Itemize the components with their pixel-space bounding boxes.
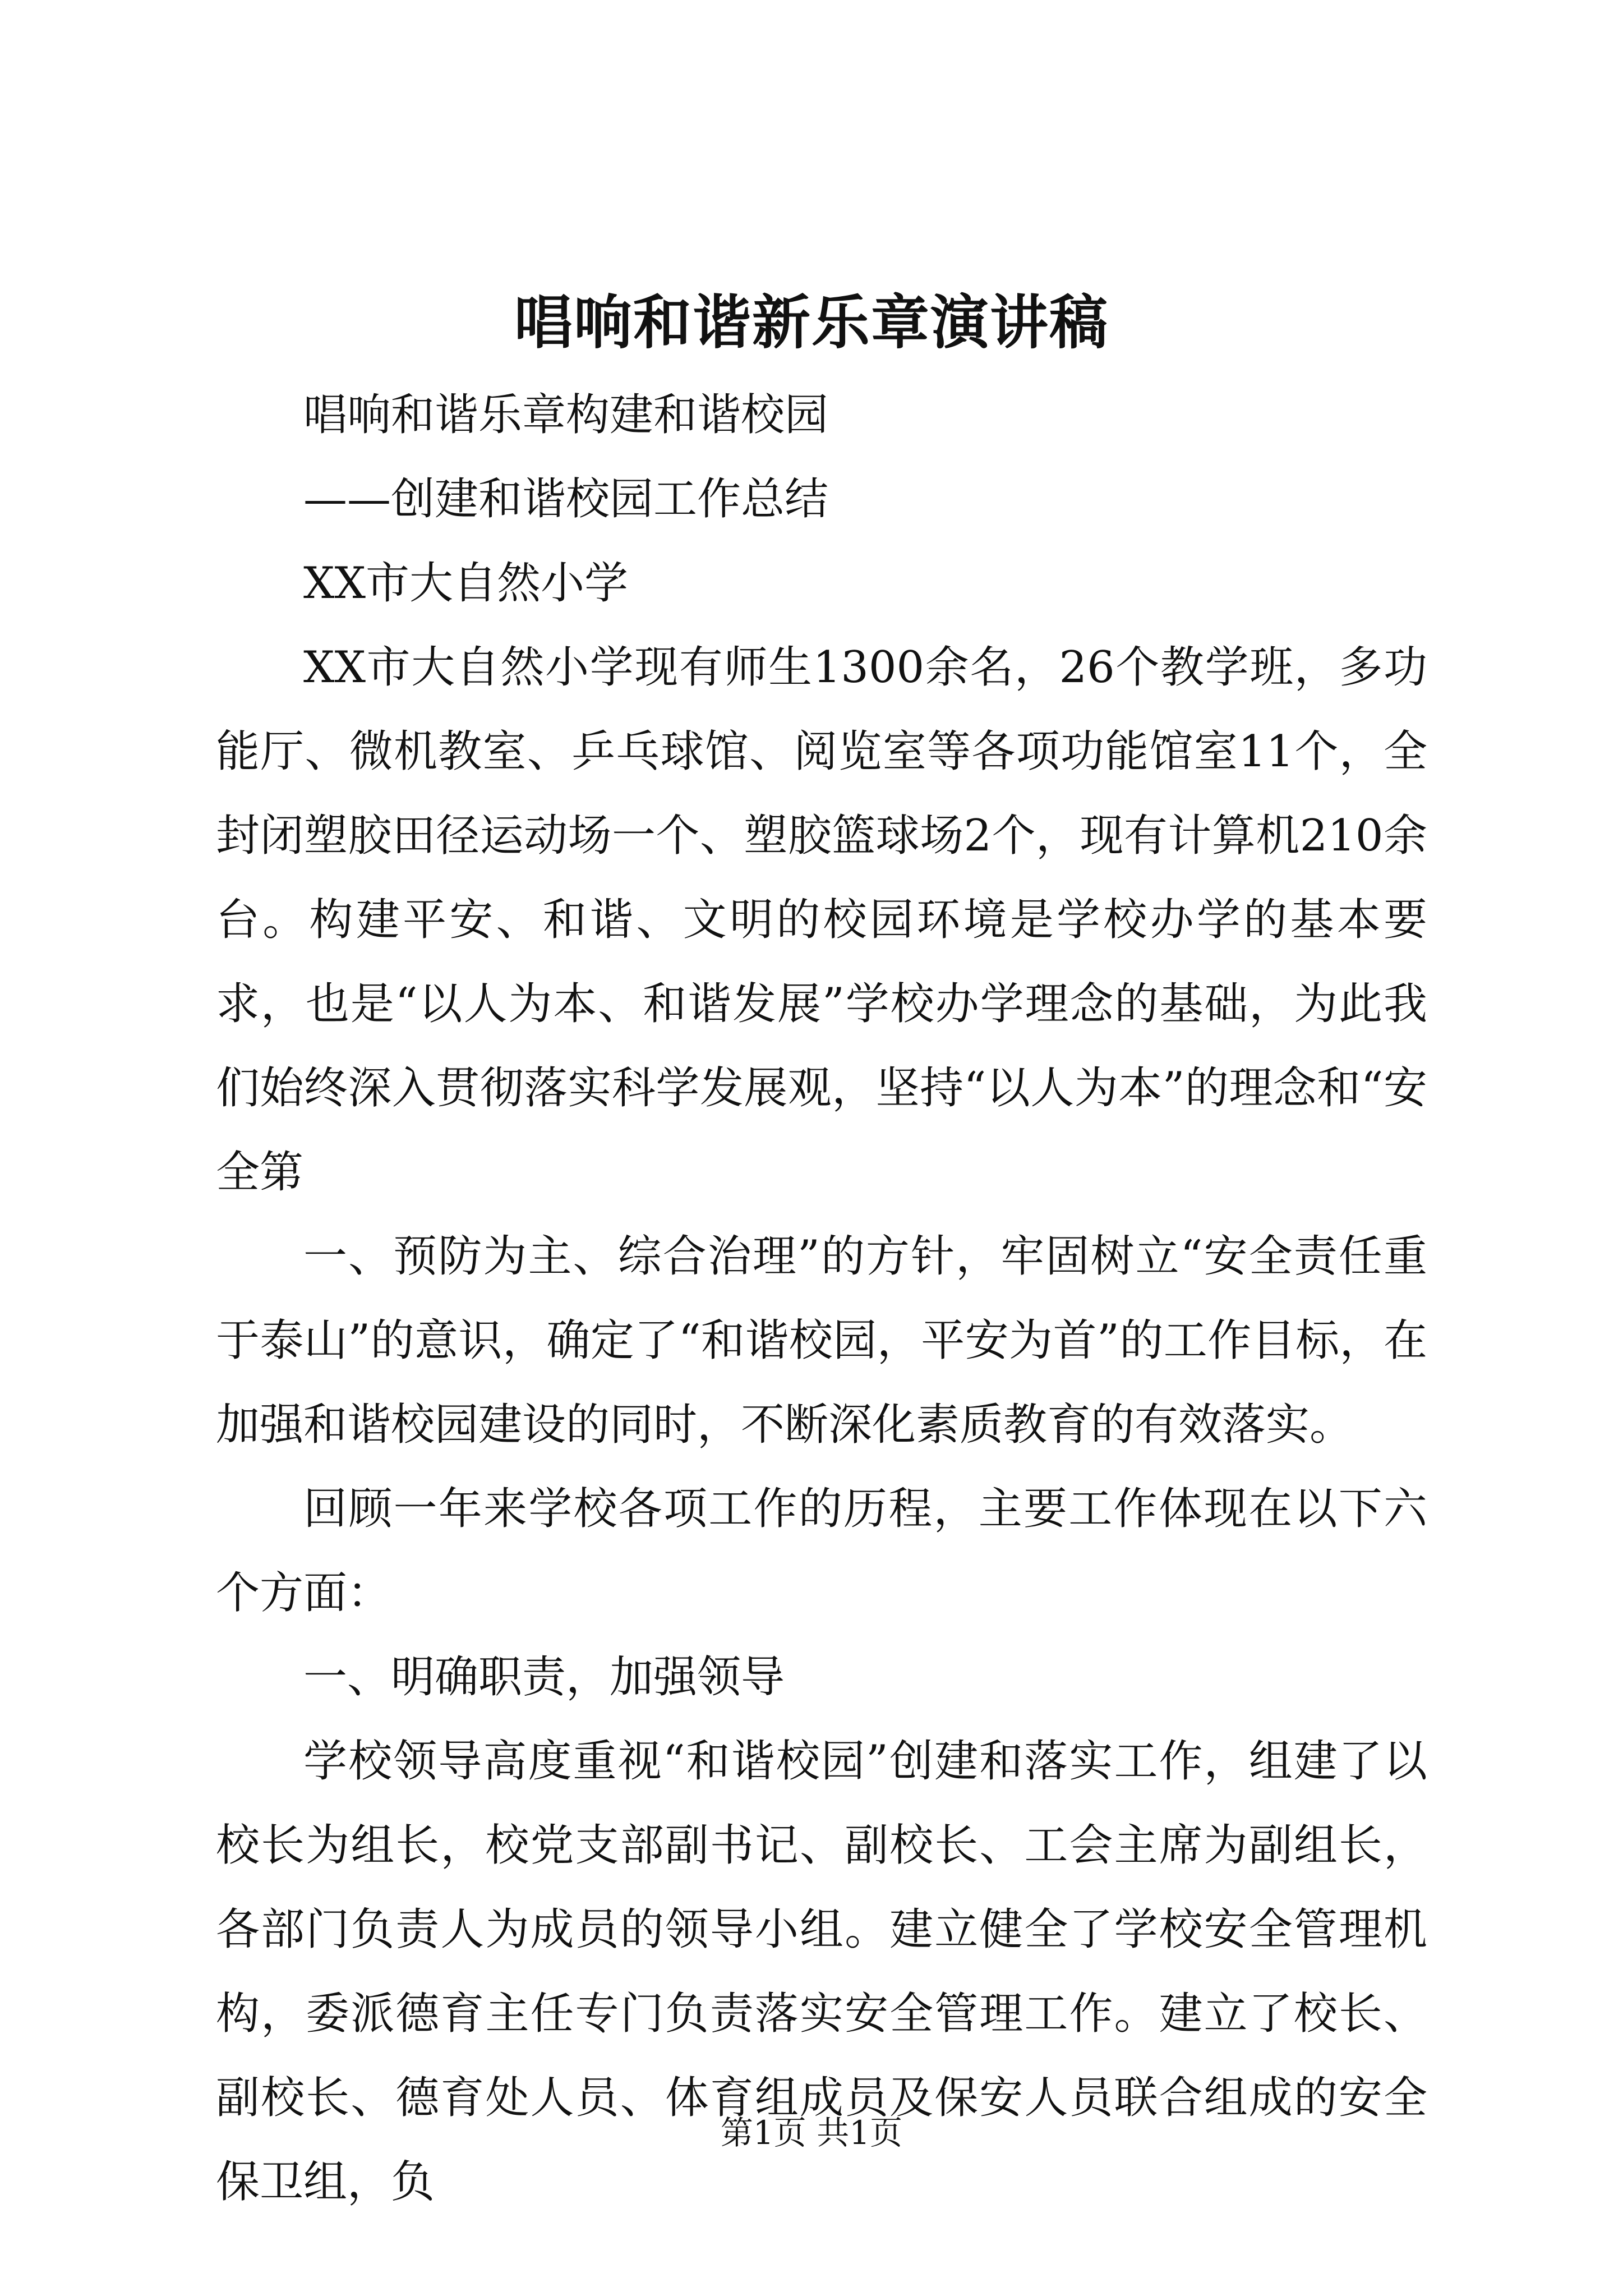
body-paragraph: 一、预防为主、综合治理”的方针，牢固树立“安全责任重于泰山”的意识，确定了“和谐校园，平安为首”的工作目标，在加强和谐校园建设的同时，不断深化素质教育的有效落实。 — [216, 1231, 1427, 1450]
author-paragraph: XX市大自然小学 — [303, 558, 629, 609]
page-footer: 第1页 共1页 — [720, 2114, 903, 2152]
section-heading: 一、明确职责，加强领导 — [303, 1652, 785, 1703]
subtitle-paragraph: 唱响和谐乐章构建和谐校园 — [303, 390, 829, 440]
body-paragraph: 回顾一年来学校各项工作的历程，主要工作体现在以下六个方面： — [216, 1484, 1427, 1618]
body-paragraph: 学校领导高度重视“和谐校园”创建和落实工作，组建了以校长为组长，校党支部副书记、副校长、工会主席为副组长，各部门负责人为成员的领导小组。建立健全了学校安全管理机构，委派德育主任专门负责落实安全管理工作。建立了校长、副校长、德育处人员、体育组成员及保安人员联合组成的安全保卫组，负 — [216, 1736, 1427, 2207]
subheading-paragraph: ——创建和谐校园工作总结 — [303, 474, 829, 524]
document-body — [216, 373, 1427, 2224]
document-title: 唱响和谐新乐章演讲稿 — [514, 288, 1109, 357]
body-paragraph: XX市大自然小学现有师生1300余名，26个教学班，多功能厅、微机教室、乒乓球馆、阅览室等各项功能馆室11个，全封闭塑胶田径运动场一个、塑胶篮球场2个，现有计算机210余台。构建平安、和谐、文明的校园环境是学校办学的基本要求，也是“以人为本、和谐发展”学校办学理念的基础，为此我们始终深入贯彻落实科学发展观，坚持“以人为本”的理念和“安全第 — [216, 642, 1427, 1198]
